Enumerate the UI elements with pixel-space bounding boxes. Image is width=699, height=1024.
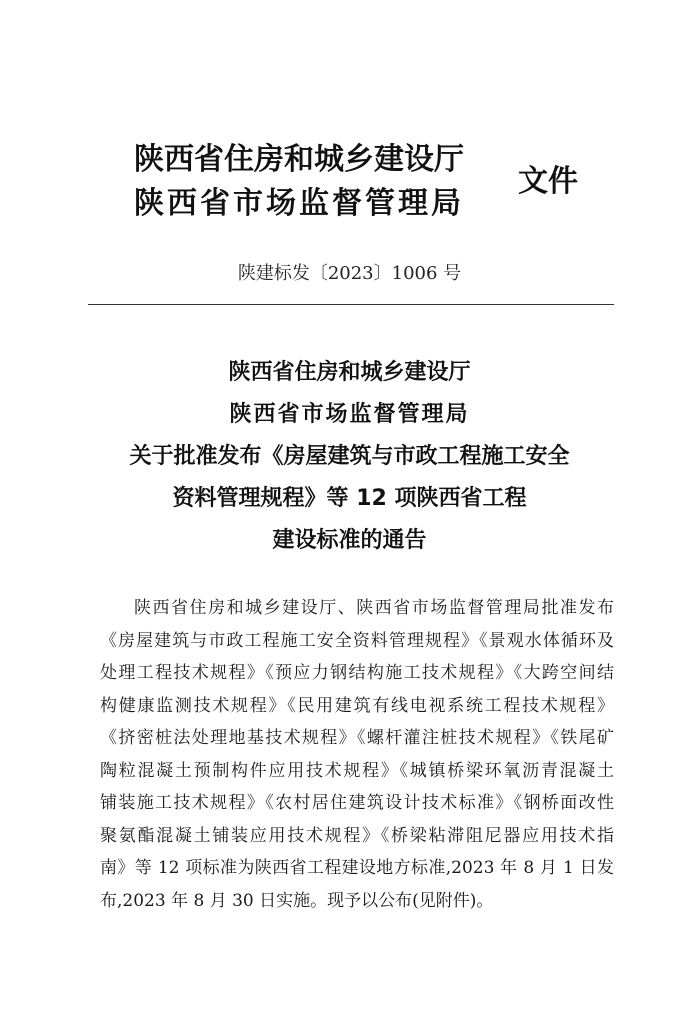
title-line: 资料管理规程》等 12 项陕西省工程 [172, 486, 527, 511]
body-line: 处理工程技术规程》《预应力钢结构施工技术规程》《大跨空间结 [100, 663, 614, 683]
title-line: 关于批准发布《房屋建筑与市政工程施工安全 [129, 444, 570, 469]
notice-body [100, 592, 614, 917]
notice-title [0, 352, 699, 562]
issuing-authorities [134, 138, 494, 226]
title-line: 陕西省住房和城乡建设厅 [228, 360, 471, 385]
document-number: 陕建标发〔2023〕1006 号 [237, 263, 462, 284]
body-line: 《挤密桩法处理地基技术规程》《螺杆灌注桩技术规程》《铁尾矿 [100, 728, 614, 748]
title-line: 陕西省市场监督管理局 [229, 402, 470, 427]
body-line: 南》等 12 项标准为陕西省工程建设地方标准,2023 年 8 月 1 日发 [100, 858, 614, 878]
issuer-housing-department: 陕西省住房和城乡建设厅 [134, 142, 464, 177]
issuer-market-supervision-bureau: 陕西省市场监督管理局 [134, 186, 464, 221]
body-line: 陕西省住房和城乡建设厅、陕西省市场监督管理局批准发布 [134, 598, 614, 618]
body-line: 陶粒混凝土预制构件应用技术规程》《城镇桥梁环氧沥青混凝土 [100, 760, 614, 781]
body-line: 聚氨酯混凝土铺装应用技术规程》《桥梁粘滞阻尼器应用技术指 [100, 825, 614, 846]
body-line: 构健康监测技术规程》《民用建筑有线电视系统工程技术规程》 [100, 695, 614, 716]
document-word: 文件 [518, 164, 578, 199]
body-line: 《房屋建筑与市政工程施工安全资料管理规程》《景观水体循环及 [100, 630, 614, 651]
body-line: 布,2023 年 8 月 30 日实施。现予以公布(见附件)。 [100, 890, 494, 911]
header-divider [88, 304, 614, 305]
body-line: 铺装施工技术规程》《农村居住建筑设计技术标准》《钢桥面改性 [100, 793, 614, 813]
title-line: 建设标准的通告 [272, 528, 427, 553]
